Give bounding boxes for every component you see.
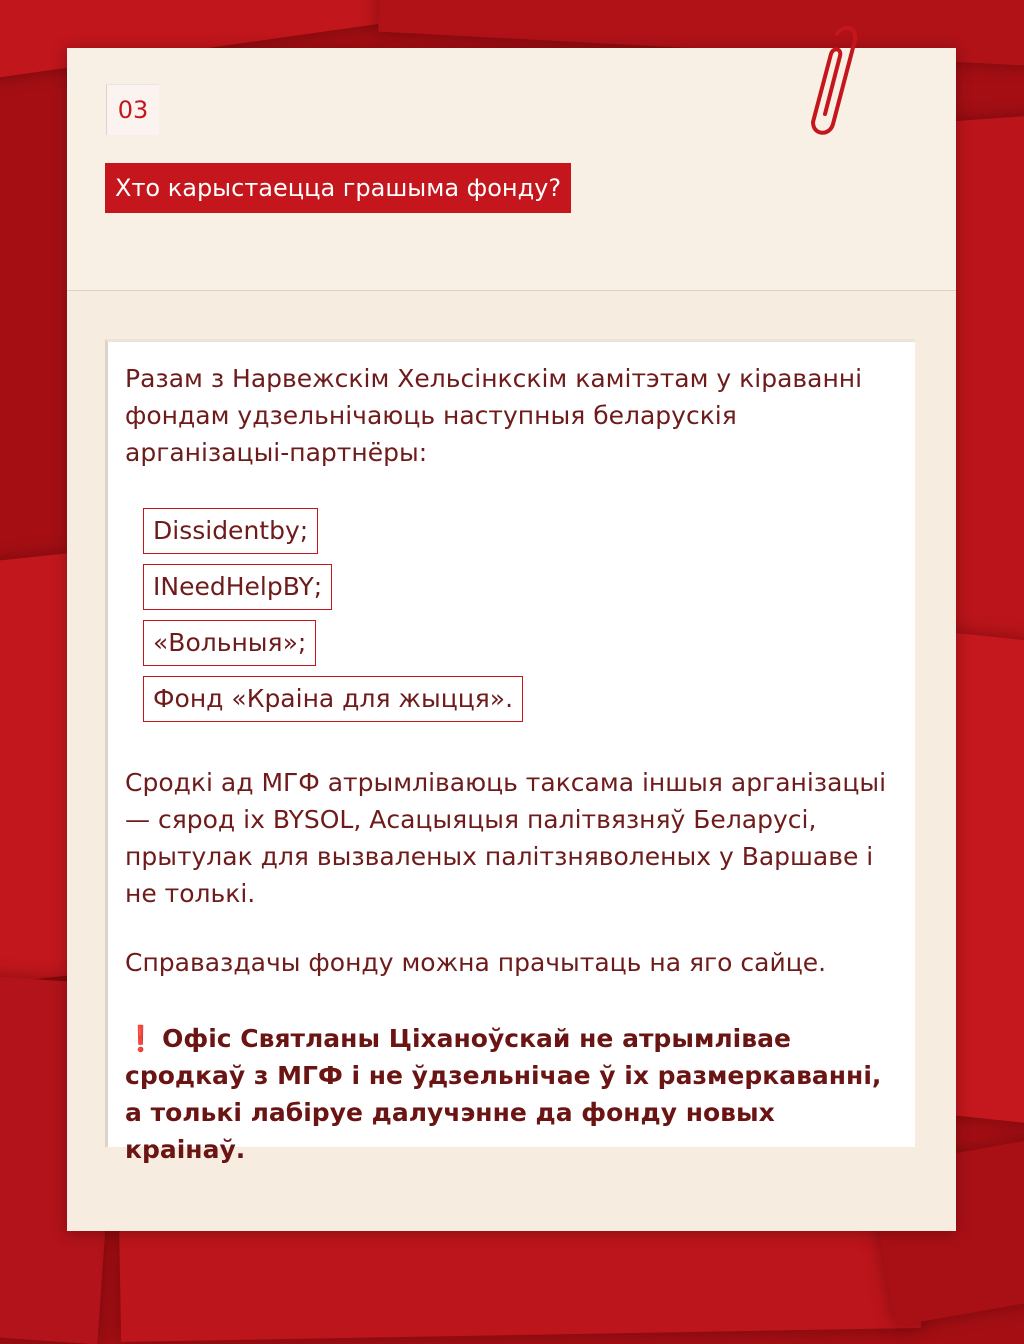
partner-tag: Dissidentby; <box>143 508 318 554</box>
partner-tag: INeedHelpBY; <box>143 564 332 610</box>
slide-number: 03 <box>106 84 159 135</box>
warning-paragraph <box>125 1020 895 1168</box>
other-organizations-paragraph: Сродкі ад МГФ атрымліваюць таксама іншыя арганізацыі — сярод іх BYSOL, Асацыяцыя палітвязняў Беларусі, прытулак для вызваленых палітзняволеных у Варшаве і не толькі. <box>125 768 887 908</box>
warning-text: Офіс Святланы Ціханоўскай не атрымлівае сродкаў з МГФ і не ўдзельнічае ў іх размеркаванні, а толькі лабіруе далучэнне да фонду новых краінаў. <box>125 1024 882 1164</box>
intro-paragraph: Разам з Нарвежскім Хельсінкскім камітэтам у кіраванні фондам удзельнічаюць наступныя беларускія арганізацыі-партнёры: <box>125 364 863 467</box>
paper-card <box>67 48 956 1231</box>
partner-tag: Фонд «Краіна для жыцця». <box>143 676 523 722</box>
paperclip-icon <box>785 20 865 140</box>
partner-tag: «Вольныя»; <box>143 620 316 666</box>
exclamation-icon: ❗ <box>125 1024 157 1053</box>
reports-paragraph: Справаздачы фонду можна прачытаць на яго сайце. <box>125 948 827 977</box>
page-title: Хто карыстаецца грашыма фонду? <box>105 163 571 213</box>
content-panel <box>105 339 915 1164</box>
